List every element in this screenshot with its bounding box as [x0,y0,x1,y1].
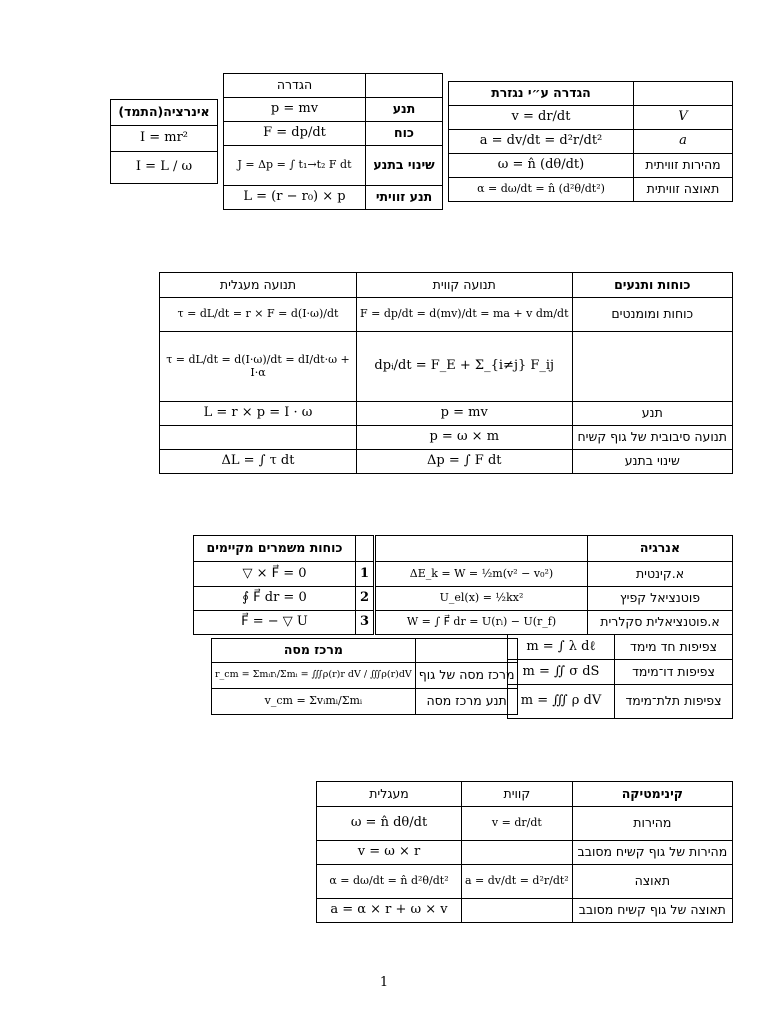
energy-table [375,535,733,635]
velocity-kin-name: מהירות [572,807,732,841]
density-3d-name: צפיפות תלת־מימד [615,685,733,719]
kinematics-table [316,781,733,923]
kinetic-name: א.קינטית [588,562,733,587]
conservative-curl: ▽ × F⃗ = 0 [194,562,356,587]
potential-name: א.פוטנציאלית סקלרית [588,611,733,635]
com-table [211,638,518,715]
angular-acceleration-kin: α = dω/dt = n̂ d²θ/dt² [317,865,462,899]
forces-row-empty [572,332,732,402]
conservative-loop: ∮ F⃗ dr = 0 [194,587,356,611]
torque-formula: τ = dL/dt = r × F = d(I·ω)/dt [160,298,357,332]
linear-impulse-formula: Δp = ∫ F dt [357,450,573,474]
force-linear-formula: F = dp/dt = d(mv)/dt = ma + v dm/dt [357,298,573,332]
rigid-acceleration-name: תאוצה של גוף קשיח מסובב [572,899,732,923]
com-position-formula: r_cm = Σmᵢrᵢ/Σmᵢ = ∭ρ(r)r dV / ∭ρ(r)dV [212,663,416,689]
spring-formula: U_el(x) = ½kx² [376,587,588,611]
acceleration-kin-name: תאוצה [572,865,732,899]
velocity-symbol: V [634,106,733,130]
impulse-row-name: שינוי בתנע [572,450,732,474]
velocity-formula: v = dr/dt [449,106,634,130]
inertia-formula-1: I = mr² [111,126,218,152]
force-name: כוח [366,122,443,146]
energy-header-formula [376,536,588,562]
rigid-velocity-kin: v = ω × r [317,841,462,865]
derivative-header-name [634,82,733,106]
page-number: 1 [379,975,389,990]
density-2d-name: צפיפות דו־מימד [615,660,733,685]
momentum-header-def: הגדרה [224,74,366,98]
derivative-header-def: הגדרה ע״י נגזרת [449,82,634,106]
rigid-rotation-linear: p = ω × m [357,426,573,450]
density-1d-name: צפיפות חד מימד [615,635,733,660]
linear-acceleration-kin: a = dv/dt = d²r/dt² [462,865,573,899]
rigid-acceleration-linear [462,899,573,923]
system-force-formula: dpᵢ/dt = F_E + Σ_{i≠j} F_ij [357,332,573,402]
conservative-header: כוחות משמרים מקיימים [194,536,356,562]
impulse-name: שינוי בתנע [366,146,443,186]
rigid-rotation-name: תנועה סיבובית של גוף קשיח [572,426,732,450]
forces-header-linear: תנועה קווית [357,273,573,298]
potential-formula: W = ∫ F⃗ dr = U(rᵢ) − U(r_f) [376,611,588,635]
energy-header: אנרגיה [588,536,733,562]
rigid-velocity-linear [462,841,573,865]
forces-row-name: כוחות ומומנטים [572,298,732,332]
momentum-formula: p = mv [224,98,366,122]
conservative-gradient: F⃗ = − ▽ U [194,611,356,635]
angular-velocity-kin: ω = n̂ dθ/dt [317,807,462,841]
impulse-formula: J = Δp = ∫ t₁→t₂ F dt [224,146,366,186]
forces-header-name: כוחות ותנעים [572,273,732,298]
angular-acceleration-name: תאוצה זוויתית [634,178,733,202]
angular-velocity-formula: ω = n̂ (dθ/dt) [449,154,634,178]
angular-momentum-formula: L = (r − r₀) × p [224,186,366,210]
density-table [507,634,733,719]
forces-header-circular: תנועה מעגלית [160,273,357,298]
com-header: מרכז מסה [212,639,416,663]
conservative-num-1: 1 [356,562,374,587]
com-position-name: מרכז מסה של גוף [415,663,518,689]
torque-expanded-formula: τ = dL/dt = d(I·ω)/dt = dI/dt·ω + I·α [160,332,357,402]
momentum-table [223,73,443,210]
rigid-rotation-circular [160,426,357,450]
inertia-formula-2: I = L / ω [111,152,218,184]
density-3d-formula: m = ∭ ρ dV [508,685,615,719]
rigid-acceleration-kin: a = α × r + ω × v [317,899,462,923]
angular-acceleration-formula: α = dω/dt = n̂ (d²θ/dt²) [449,178,634,202]
inertia-header: אינרציה(התמד) [111,100,218,126]
com-velocity-name: תנע מרכז מסה [415,689,518,715]
momentum-linear: p = mv [357,402,573,426]
spring-name: פוטנציאל קפיץ [588,587,733,611]
kinematics-header-linear: קווית [462,782,573,807]
kinetic-formula: ΔE_k = W = ½m(v² − v₀²) [376,562,588,587]
forces-table [159,272,733,474]
linear-velocity-kin: v = dr/dt [462,807,573,841]
density-2d-formula: m = ∬ σ dS [508,660,615,685]
density-1d-formula: m = ∫ λ dℓ [508,635,615,660]
derivative-table [448,81,733,202]
angular-velocity-name: מהירות זוויתית [634,154,733,178]
force-formula: F = dp/dt [224,122,366,146]
conservative-table [193,535,374,635]
kinematics-header-name: קינימטיקה [572,782,732,807]
momentum-header-name [366,74,443,98]
conservative-num-2: 2 [356,587,374,611]
rigid-velocity-name: מהירות של גוף קשיח מסובב [572,841,732,865]
momentum-row-name: תנע [572,402,732,426]
acceleration-formula: a = dv/dt = d²r/dt² [449,130,634,154]
com-velocity-formula: v_cm = Σvᵢmᵢ/Σmᵢ [212,689,416,715]
acceleration-symbol: a [634,130,733,154]
inertia-table [110,99,218,184]
conservative-num-3: 3 [356,611,374,635]
angular-impulse-formula: ΔL = ∫ τ dt [160,450,357,474]
angular-momentum-circular: L = r × p = I · ω [160,402,357,426]
angular-momentum-name: תנע זוויתי [366,186,443,210]
kinematics-header-circular: מעגלית [317,782,462,807]
momentum-name: תנע [366,98,443,122]
